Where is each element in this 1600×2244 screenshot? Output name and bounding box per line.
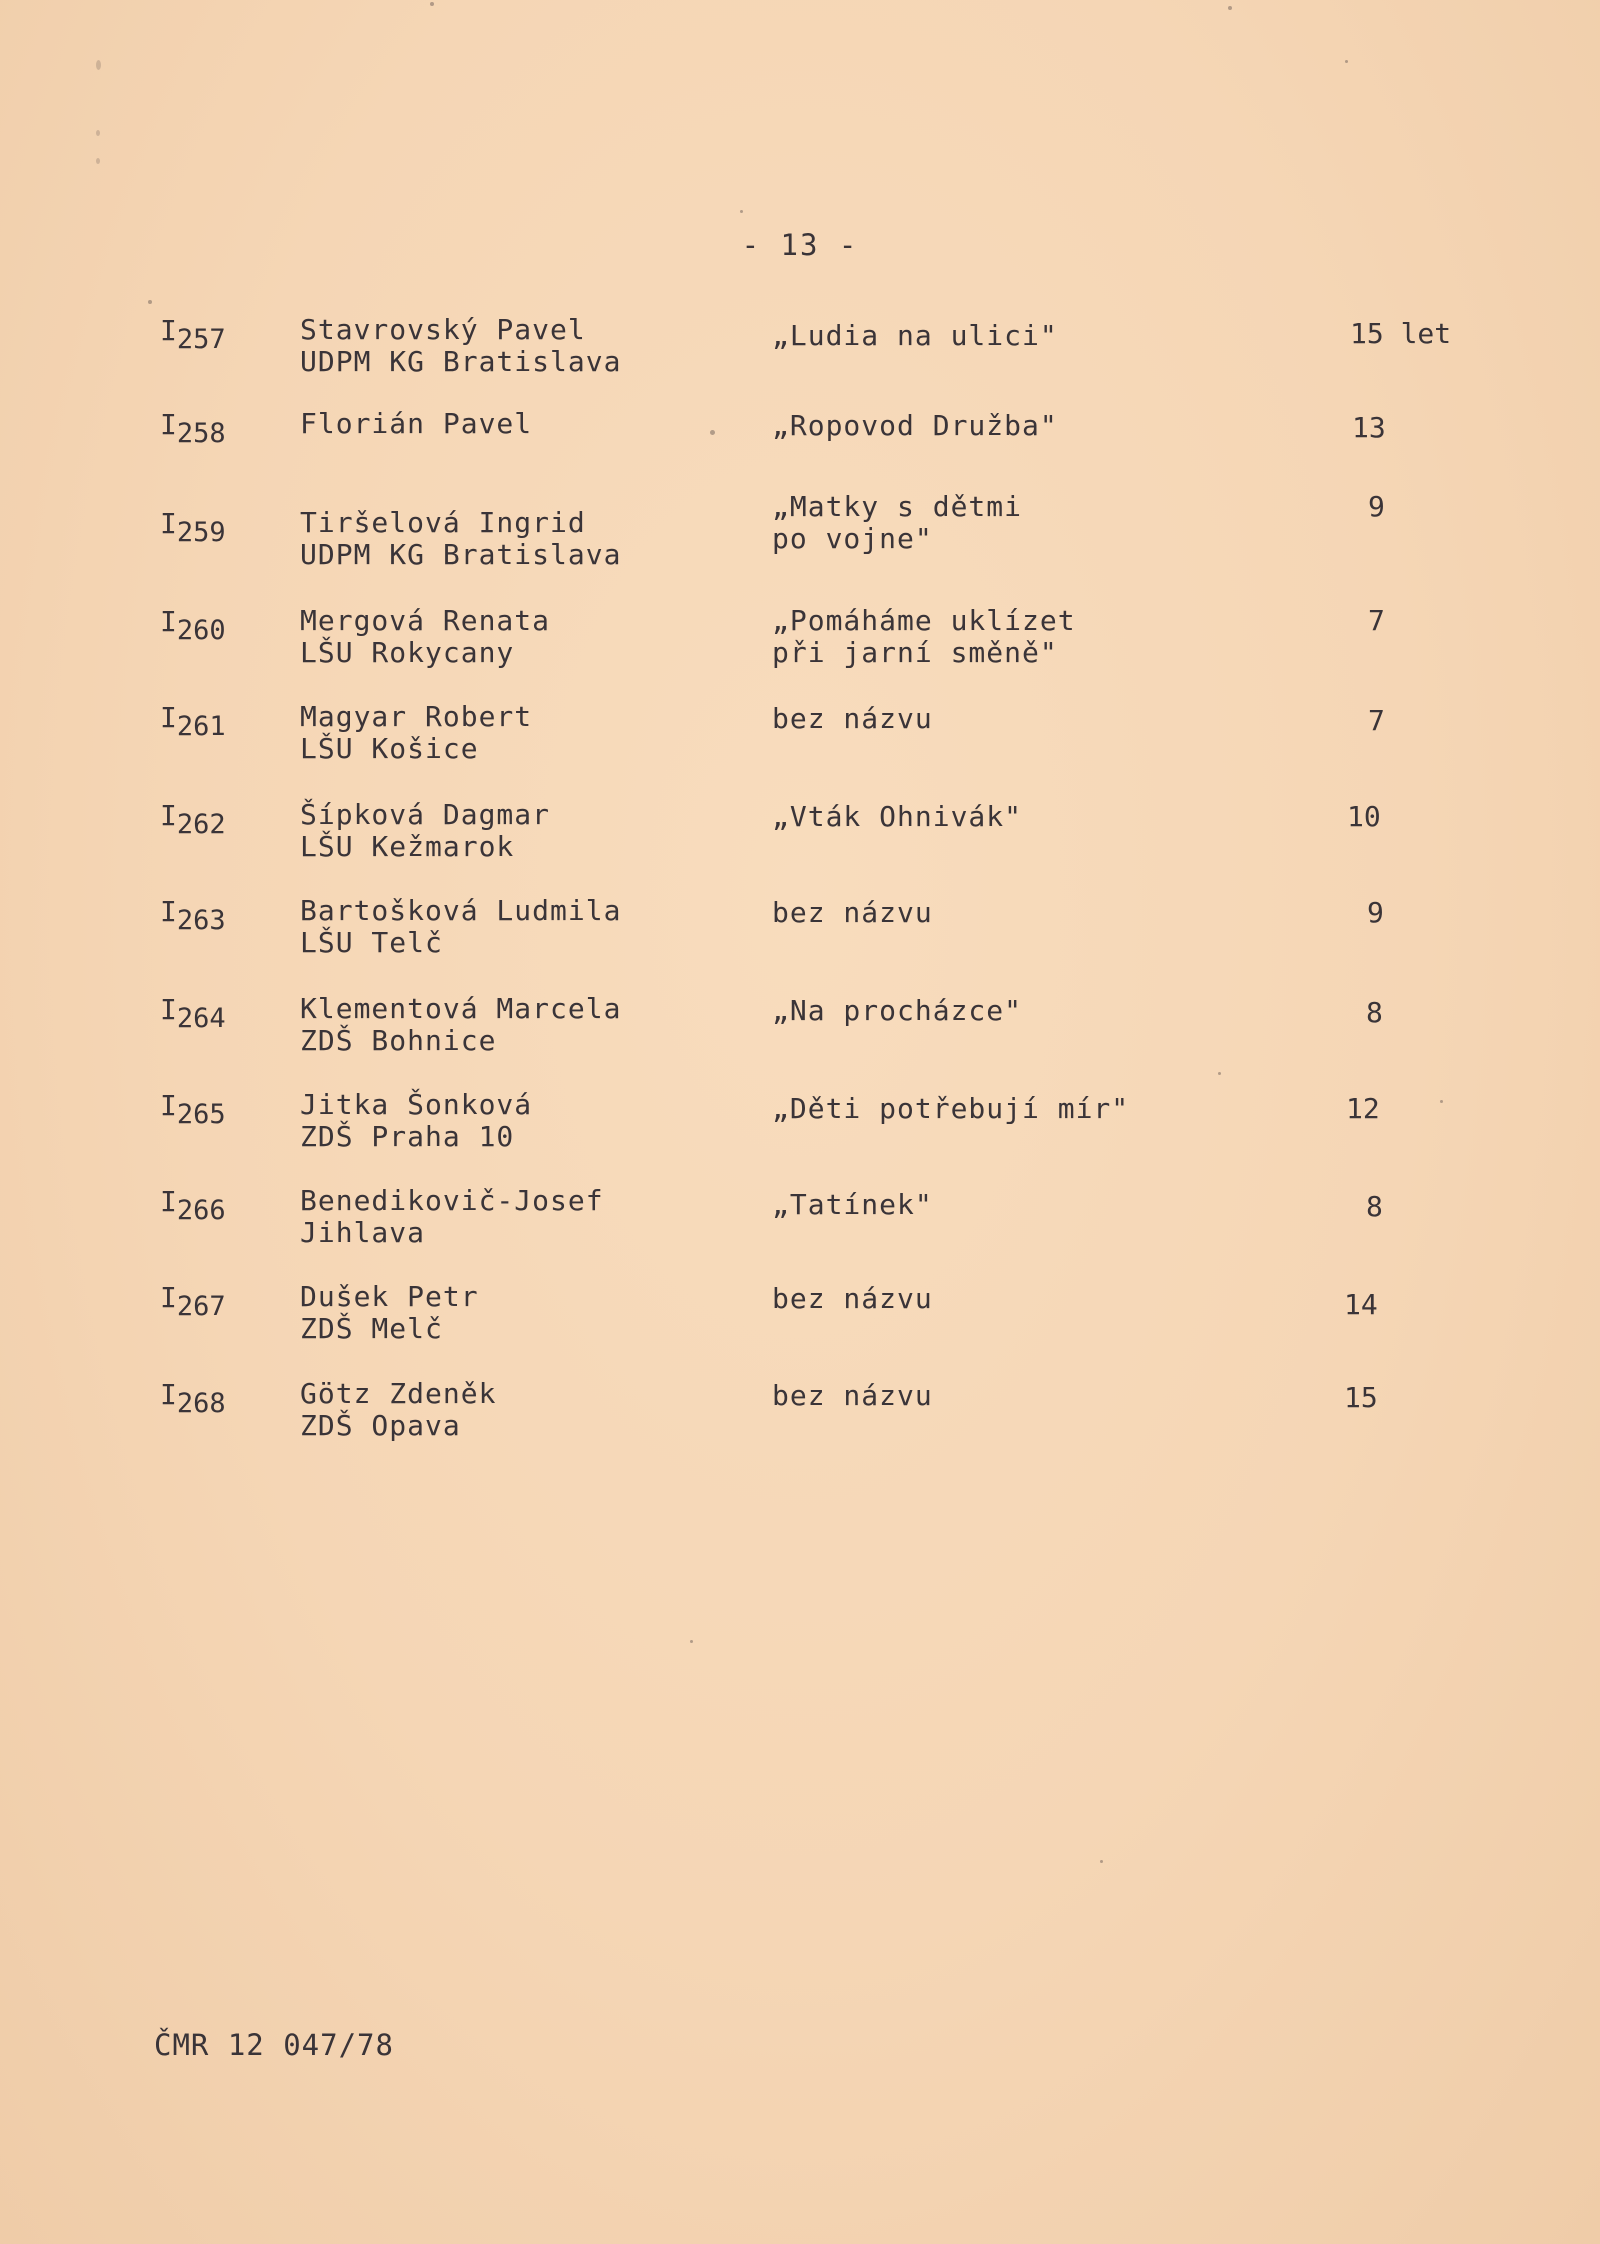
entry-title — [772, 1093, 1129, 1125]
title-line: „Ludia na ulici" — [772, 319, 1058, 352]
entry-author — [300, 701, 532, 765]
author-institution: ZDŠ Opava — [300, 1409, 461, 1442]
entry-title — [772, 801, 1022, 833]
title-line: bez názvu — [772, 1379, 933, 1412]
author-institution: Jihlava — [300, 1216, 426, 1249]
list-item — [0, 799, 1600, 879]
entry-id-number: 262 — [176, 809, 226, 840]
entry-id — [160, 799, 226, 840]
entry-id — [160, 1089, 226, 1130]
entry-title — [772, 410, 1058, 442]
title-line: bez názvu — [772, 1282, 933, 1315]
list-item — [0, 895, 1600, 975]
author-institution: LŠU Telč — [300, 926, 443, 959]
scan-speck — [740, 210, 743, 213]
entry-id-number: 264 — [176, 1003, 226, 1034]
entry-id-prefix: I — [160, 1185, 177, 1218]
author-name: Šípková Dagmar — [300, 798, 551, 831]
entry-title — [772, 320, 1058, 352]
entry-title — [772, 1189, 933, 1221]
title-line: „Děti potřebují mír" — [772, 1092, 1130, 1125]
title-line: bez názvu — [772, 702, 933, 735]
entry-id — [160, 993, 226, 1034]
list-item — [0, 1281, 1600, 1361]
entry-id-prefix: I — [160, 507, 177, 540]
entry-id-number: 257 — [176, 324, 226, 355]
scan-speck — [1100, 1860, 1103, 1863]
entry-title — [772, 1283, 933, 1315]
entry-age: 14 — [1344, 1288, 1378, 1321]
title-line: při jarní směně" — [772, 636, 1058, 669]
entry-age: 9 — [1367, 896, 1384, 929]
author-institution: ZDŠ Melč — [300, 1312, 443, 1345]
scan-speck — [96, 60, 101, 70]
list-item — [0, 993, 1600, 1073]
entry-id-prefix: I — [160, 605, 177, 638]
author-name: Götz Zdeněk — [300, 1377, 497, 1410]
entry-id-prefix: I — [160, 1378, 177, 1411]
entry-author — [300, 605, 550, 669]
entry-age: 8 — [1366, 996, 1383, 1029]
entry-title — [772, 703, 933, 735]
scan-speck — [96, 130, 100, 136]
list-item — [0, 701, 1600, 781]
entry-age: 10 — [1347, 800, 1381, 833]
entry-age: 9 — [1368, 490, 1385, 523]
scan-speck — [430, 2, 434, 6]
entry-id-number: 261 — [176, 711, 226, 742]
entry-age: 15 let — [1350, 317, 1452, 350]
author-name: Magyar Robert — [300, 700, 533, 733]
scan-speck — [96, 158, 100, 164]
entry-id — [160, 1281, 226, 1322]
entry-id — [160, 1378, 226, 1419]
entry-age: 13 — [1352, 411, 1386, 444]
scan-speck — [148, 300, 152, 304]
list-item — [0, 605, 1600, 685]
author-institution: LŠU Kežmarok — [300, 830, 515, 863]
entry-id-prefix: I — [160, 701, 177, 734]
title-line: „Ropovod Družba" — [772, 409, 1058, 442]
entry-id-prefix: I — [160, 799, 177, 832]
scan-speck — [1228, 6, 1232, 10]
entry-age: 7 — [1368, 704, 1385, 737]
title-line: bez názvu — [772, 896, 933, 929]
entry-id-number: 259 — [176, 517, 226, 548]
title-line: „Tatínek" — [772, 1188, 933, 1221]
list-item — [0, 490, 1600, 587]
author-name: Florián Pavel — [300, 407, 533, 440]
entry-author — [300, 1089, 532, 1153]
list-item — [0, 1378, 1600, 1458]
scan-speck — [1345, 60, 1348, 63]
entry-author — [300, 993, 621, 1057]
author-institution: UDPM KG Bratislava — [300, 345, 622, 378]
title-line: „Na procházce" — [772, 994, 1023, 1027]
author-name: Bartošková Ludmila — [300, 894, 622, 927]
list-item — [0, 314, 1600, 394]
entry-age: 8 — [1366, 1190, 1383, 1223]
entry-id-number: 260 — [176, 615, 226, 646]
entry-id-prefix: I — [160, 993, 177, 1026]
entry-title — [772, 605, 1076, 669]
entry-author — [300, 799, 550, 863]
entry-id — [160, 314, 226, 355]
page-number: - 13 - — [741, 228, 859, 262]
list-item — [0, 408, 1600, 488]
entry-id-prefix: I — [160, 314, 177, 347]
entry-title — [772, 491, 1022, 555]
entry-id-prefix: I — [160, 1281, 177, 1314]
list-item — [0, 1089, 1600, 1169]
entry-id — [160, 605, 226, 646]
entry-author — [300, 314, 621, 378]
entry-id-number: 258 — [176, 418, 226, 449]
entry-author — [300, 1378, 496, 1442]
author-name: Klementová Marcela — [300, 992, 622, 1025]
list-item — [0, 1185, 1600, 1265]
scan-speck — [690, 1640, 693, 1643]
entry-id-number: 265 — [176, 1099, 226, 1130]
entry-age: 7 — [1368, 604, 1385, 637]
entry-age: 15 — [1344, 1381, 1378, 1414]
title-line: „Matky s dětmi — [772, 490, 1023, 523]
entry-id-number: 268 — [176, 1388, 226, 1419]
title-line: „Vták Ohnivák" — [772, 800, 1023, 833]
author-name: Tiršelová Ingrid — [300, 506, 586, 539]
entry-title — [772, 897, 933, 929]
title-line: „Pomáháme uklízet — [772, 604, 1076, 637]
entry-title — [772, 995, 1022, 1027]
entry-id-prefix: I — [160, 1089, 177, 1122]
author-name: Jitka Šonková — [300, 1088, 533, 1121]
author-institution: LŠU Košice — [300, 732, 479, 765]
entry-author — [300, 1281, 479, 1345]
entry-id-number: 267 — [176, 1291, 226, 1322]
entry-id-prefix: I — [160, 895, 177, 928]
entry-id-prefix: I — [160, 408, 177, 441]
author-institution: UDPM KG Bratislava — [300, 538, 622, 571]
author-institution: ZDŠ Bohnice — [300, 1024, 497, 1057]
entry-id-number: 263 — [176, 905, 226, 936]
author-name: Dušek Petr — [300, 1280, 479, 1313]
entry-id-number: 266 — [176, 1195, 226, 1226]
entry-id — [160, 701, 226, 742]
entry-author — [300, 1185, 604, 1249]
entry-author — [300, 507, 621, 571]
entry-author — [300, 408, 532, 440]
title-line: po vojne" — [772, 522, 933, 555]
author-name: Mergová Renata — [300, 604, 551, 637]
entry-author — [300, 895, 621, 959]
author-name: Benedikovič-Josef — [300, 1184, 604, 1217]
author-institution: LŠU Rokycany — [300, 636, 515, 669]
entry-id — [160, 507, 226, 548]
entry-id — [160, 408, 226, 449]
entry-age: 12 — [1346, 1092, 1380, 1125]
entry-id — [160, 1185, 226, 1226]
entry-title — [772, 1380, 933, 1412]
entry-id — [160, 895, 226, 936]
author-name: Stavrovský Pavel — [300, 313, 586, 346]
author-institution: ZDŠ Praha 10 — [300, 1120, 515, 1153]
document-code: ČMR 12 047/78 — [154, 2028, 394, 2062]
